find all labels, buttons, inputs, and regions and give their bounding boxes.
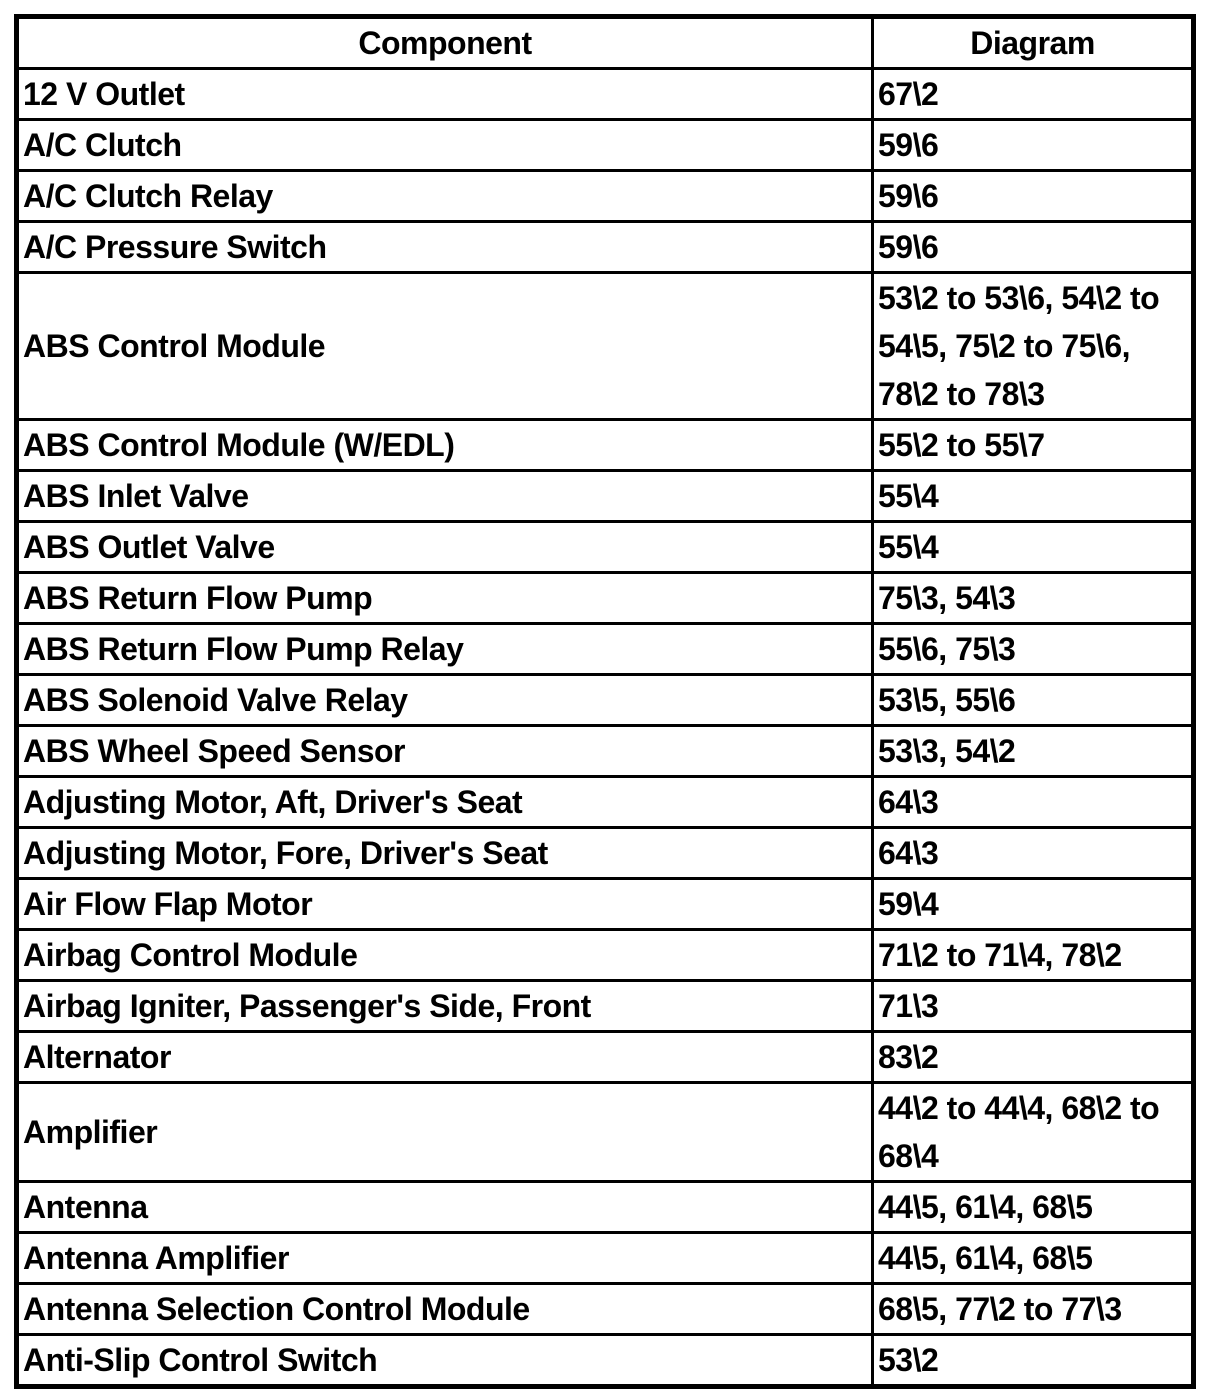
- table-row: [17, 522, 1194, 573]
- table-row: [17, 1032, 1194, 1083]
- component-cell: 12 V Outlet: [17, 69, 873, 120]
- table-row: [17, 1083, 1194, 1182]
- diagram-cell: 67\2: [873, 69, 1194, 120]
- component-cell: ABS Inlet Valve: [17, 471, 873, 522]
- component-cell: ABS Control Module (W/EDL): [17, 420, 873, 471]
- component-cell: Adjusting Motor, Fore, Driver's Seat: [17, 828, 873, 879]
- component-cell: A/C Clutch Relay: [17, 171, 873, 222]
- diagram-cell: 44\2 to 44\4, 68\2 to 68\4: [873, 1083, 1194, 1182]
- diagram-cell: 59\6: [873, 222, 1194, 273]
- table-row: [17, 879, 1194, 930]
- table-row: [17, 1284, 1194, 1335]
- diagram-cell: 53\2 to 53\6, 54\2 to 54\5, 75\2 to 75\6, 78\2 to 78\3: [873, 273, 1194, 420]
- header-component: Component: [17, 17, 873, 69]
- diagram-cell: 71\3: [873, 981, 1194, 1032]
- component-cell: Air Flow Flap Motor: [17, 879, 873, 930]
- header-diagram: Diagram: [873, 17, 1194, 69]
- diagram-cell: 55\6, 75\3: [873, 624, 1194, 675]
- table-row: [17, 1335, 1194, 1387]
- table-row: [17, 930, 1194, 981]
- table-row: [17, 471, 1194, 522]
- diagram-cell: 59\6: [873, 171, 1194, 222]
- component-cell: Airbag Igniter, Passenger's Side, Front: [17, 981, 873, 1032]
- diagram-cell: 44\5, 61\4, 68\5: [873, 1233, 1194, 1284]
- table-row: [17, 69, 1194, 120]
- diagram-cell: 53\3, 54\2: [873, 726, 1194, 777]
- diagram-cell: 64\3: [873, 828, 1194, 879]
- component-cell: ABS Control Module: [17, 273, 873, 420]
- component-cell: ABS Solenoid Valve Relay: [17, 675, 873, 726]
- diagram-cell: 68\5, 77\2 to 77\3: [873, 1284, 1194, 1335]
- component-index-sheet: [14, 14, 1191, 1389]
- diagram-cell: 55\4: [873, 471, 1194, 522]
- component-cell: Adjusting Motor, Aft, Driver's Seat: [17, 777, 873, 828]
- diagram-cell: 64\3: [873, 777, 1194, 828]
- diagram-cell: 44\5, 61\4, 68\5: [873, 1182, 1194, 1233]
- component-cell: Alternator: [17, 1032, 873, 1083]
- table-row: [17, 1182, 1194, 1233]
- diagram-cell: 55\2 to 55\7: [873, 420, 1194, 471]
- component-cell: Amplifier: [17, 1083, 873, 1182]
- table-row: [17, 624, 1194, 675]
- component-cell: A/C Pressure Switch: [17, 222, 873, 273]
- diagram-cell: 83\2: [873, 1032, 1194, 1083]
- table-row: [17, 1233, 1194, 1284]
- component-cell: ABS Return Flow Pump Relay: [17, 624, 873, 675]
- component-cell: Antenna: [17, 1182, 873, 1233]
- diagram-cell: 55\4: [873, 522, 1194, 573]
- table-row: [17, 573, 1194, 624]
- diagram-cell: 53\5, 55\6: [873, 675, 1194, 726]
- component-cell: Antenna Amplifier: [17, 1233, 873, 1284]
- component-cell: Anti-Slip Control Switch: [17, 1335, 873, 1387]
- table-row: [17, 828, 1194, 879]
- component-cell: Antenna Selection Control Module: [17, 1284, 873, 1335]
- table-row: [17, 171, 1194, 222]
- table-row: [17, 120, 1194, 171]
- component-diagram-table: [14, 14, 1196, 1389]
- component-cell: ABS Wheel Speed Sensor: [17, 726, 873, 777]
- table-row: [17, 777, 1194, 828]
- table-row: [17, 675, 1194, 726]
- component-cell: ABS Return Flow Pump: [17, 573, 873, 624]
- table-row: [17, 222, 1194, 273]
- table-header-row: [17, 17, 1194, 69]
- diagram-cell: 75\3, 54\3: [873, 573, 1194, 624]
- table-row: [17, 981, 1194, 1032]
- component-cell: ABS Outlet Valve: [17, 522, 873, 573]
- diagram-cell: 59\6: [873, 120, 1194, 171]
- table-row: [17, 726, 1194, 777]
- diagram-cell: 59\4: [873, 879, 1194, 930]
- diagram-cell: 71\2 to 71\4, 78\2: [873, 930, 1194, 981]
- table-row: [17, 420, 1194, 471]
- component-cell: Airbag Control Module: [17, 930, 873, 981]
- table-row: [17, 273, 1194, 420]
- diagram-cell: 53\2: [873, 1335, 1194, 1387]
- component-cell: A/C Clutch: [17, 120, 873, 171]
